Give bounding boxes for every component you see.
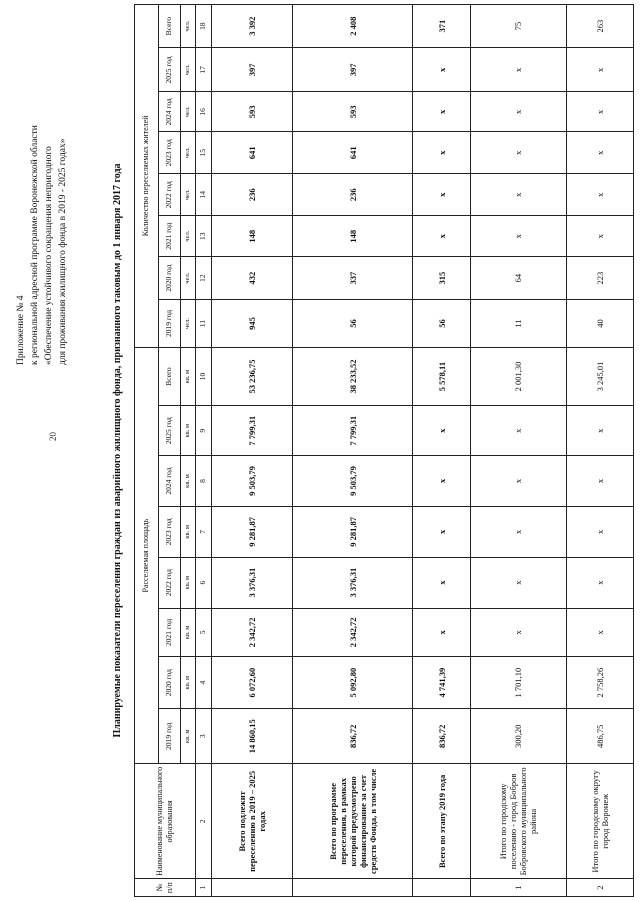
- year-header: Всего: [158, 347, 180, 406]
- area-value: 2 342,72: [211, 608, 293, 657]
- people-value: х: [470, 174, 566, 216]
- municipality-name: Итого по городскому поселению - город Бобров Бобровского муниципального района: [470, 764, 566, 879]
- column-number: 2: [196, 764, 212, 879]
- column-number: 1: [196, 879, 212, 897]
- table-row: [293, 5, 413, 897]
- people-value: 641: [293, 132, 413, 174]
- row-number: [211, 879, 293, 897]
- people-value: х: [413, 92, 471, 132]
- people-value: х: [566, 132, 633, 174]
- people-value: х: [566, 174, 633, 216]
- year-header: 2022 год: [158, 174, 180, 216]
- area-value: 836,72: [413, 709, 471, 764]
- area-value: 2 758,26: [566, 657, 633, 709]
- area-value: 6 072,60: [211, 657, 293, 709]
- unit-area: кв. м: [180, 608, 196, 657]
- column-number: 3: [196, 709, 212, 764]
- column-number: 13: [196, 216, 212, 257]
- people-value: 56: [293, 300, 413, 348]
- unit-people: чел.: [180, 132, 196, 174]
- year-header: 2019 год: [158, 300, 180, 348]
- people-value: х: [470, 92, 566, 132]
- area-value: 14 860,15: [211, 709, 293, 764]
- area-value: х: [566, 506, 633, 557]
- area-value: х: [470, 557, 566, 608]
- appendix-line: «Обеспечение устойчивого сокращения непригодного: [44, 146, 54, 365]
- people-value: 11: [470, 300, 566, 348]
- area-value: х: [413, 456, 471, 507]
- area-value: х: [413, 608, 471, 657]
- unit-area: кв. м: [180, 557, 196, 608]
- area-value: 38 233,52: [293, 347, 413, 406]
- header-row-groups: [135, 5, 159, 897]
- area-value: х: [413, 557, 471, 608]
- people-value: 593: [211, 92, 293, 132]
- area-value: 9 281,87: [211, 506, 293, 557]
- area-value: 3 376,31: [293, 557, 413, 608]
- unit-people: чел.: [180, 92, 196, 132]
- column-number: 11: [196, 300, 212, 348]
- area-value: х: [470, 608, 566, 657]
- row-number: 1: [470, 879, 566, 897]
- people-value: 223: [566, 257, 633, 300]
- area-value: 7 799,31: [293, 406, 413, 456]
- table-row: [470, 5, 566, 897]
- column-number: 18: [196, 5, 212, 48]
- people-value: х: [413, 48, 471, 92]
- area-value: 300,20: [470, 709, 566, 764]
- unit-area: кв. м: [180, 709, 196, 764]
- resettlement-table: [134, 4, 634, 897]
- table-row: [413, 5, 471, 897]
- unit-people: чел.: [180, 300, 196, 348]
- people-value: 2 408: [293, 5, 413, 48]
- people-value: х: [470, 48, 566, 92]
- municipality-name: Всего по этапу 2019 года: [413, 764, 471, 879]
- municipality-name: Всего подлежит переселению в 2019 – 2025 годах: [211, 764, 293, 879]
- area-value: 2 342,72: [293, 608, 413, 657]
- page-number: 20: [48, 432, 58, 441]
- people-value: х: [413, 174, 471, 216]
- area-value: 3 376,31: [211, 557, 293, 608]
- year-header: 2025 год: [158, 406, 180, 456]
- people-value: х: [470, 216, 566, 257]
- people-value: х: [413, 132, 471, 174]
- area-value: 5 092,80: [293, 657, 413, 709]
- people-value: 40: [566, 300, 633, 348]
- year-header: 2025 год: [158, 48, 180, 92]
- year-header: 2024 год: [158, 456, 180, 507]
- header-row-units: [180, 5, 196, 897]
- year-header: 2021 год: [158, 216, 180, 257]
- people-value: 371: [413, 5, 471, 48]
- header-people-group: Количество переселяемых жителей: [135, 5, 159, 348]
- people-value: х: [413, 216, 471, 257]
- column-number-row: [196, 5, 212, 897]
- people-value: 236: [211, 174, 293, 216]
- year-header: 2023 год: [158, 506, 180, 557]
- year-header: 2024 год: [158, 92, 180, 132]
- column-number: 17: [196, 48, 212, 92]
- people-value: х: [566, 216, 633, 257]
- appendix-line: Приложение № 4: [16, 295, 26, 365]
- unit-people: чел.: [180, 257, 196, 300]
- table-row: [211, 5, 293, 897]
- unit-area: кв. м: [180, 456, 196, 507]
- people-value: 641: [211, 132, 293, 174]
- area-value: х: [566, 406, 633, 456]
- area-value: 486,75: [566, 709, 633, 764]
- people-value: 3 392: [211, 5, 293, 48]
- appendix-header: [14, 15, 70, 365]
- area-value: 7 799,31: [211, 406, 293, 456]
- unit-people: чел.: [180, 48, 196, 92]
- unit-area: кв. м: [180, 406, 196, 456]
- people-value: 337: [293, 257, 413, 300]
- area-value: х: [470, 506, 566, 557]
- area-value: 1 701,10: [470, 657, 566, 709]
- people-value: 64: [470, 257, 566, 300]
- people-value: 432: [211, 257, 293, 300]
- municipality-name: Всего по программе переселения, в рамках которой предусмотрено финансирование за счет средств Фонда, в том числе: [293, 764, 413, 879]
- area-value: х: [566, 456, 633, 507]
- header-area-group: Расселяемая площадь: [135, 347, 159, 764]
- people-value: 236: [293, 174, 413, 216]
- people-value: х: [470, 132, 566, 174]
- column-number: 10: [196, 347, 212, 406]
- area-value: х: [566, 557, 633, 608]
- row-number: [293, 879, 413, 897]
- people-value: 315: [413, 257, 471, 300]
- people-value: 945: [211, 300, 293, 348]
- appendix-line: к региональной адресной программе Воронежской области: [30, 125, 40, 365]
- document-title: Планируемые показатели переселения граждан из аварийного жилищного фонда, признанного таковым до 1 января 2017 года: [112, 163, 123, 738]
- people-value: 148: [293, 216, 413, 257]
- area-value: 5 578,11: [413, 347, 471, 406]
- people-value: х: [566, 48, 633, 92]
- year-header: Всего: [158, 5, 180, 48]
- people-value: 75: [470, 5, 566, 48]
- people-value: 593: [293, 92, 413, 132]
- area-value: х: [470, 456, 566, 507]
- header-row-years: [158, 5, 180, 897]
- table-body: [211, 5, 633, 897]
- column-number: 15: [196, 132, 212, 174]
- row-number: [413, 879, 471, 897]
- area-value: 9 281,87: [293, 506, 413, 557]
- table-row: [566, 5, 633, 897]
- area-value: 836,72: [293, 709, 413, 764]
- area-value: х: [470, 406, 566, 456]
- year-header: 2023 год: [158, 132, 180, 174]
- column-number: 16: [196, 92, 212, 132]
- people-value: 263: [566, 5, 633, 48]
- unit-people: чел.: [180, 174, 196, 216]
- column-number: 8: [196, 456, 212, 507]
- people-value: 397: [293, 48, 413, 92]
- column-number: 4: [196, 657, 212, 709]
- column-number: 9: [196, 406, 212, 456]
- column-number: 7: [196, 506, 212, 557]
- appendix-line: для проживания жилищного фонда в 2019 - 2025 годах»: [58, 138, 68, 365]
- year-header: 2020 год: [158, 657, 180, 709]
- area-value: 2 001,30: [470, 347, 566, 406]
- area-value: 53 236,75: [211, 347, 293, 406]
- people-value: 148: [211, 216, 293, 257]
- area-value: 3 245,01: [566, 347, 633, 406]
- header-no: № п/п: [135, 879, 196, 897]
- unit-people: чел.: [180, 5, 196, 48]
- year-header: 2019 год: [158, 709, 180, 764]
- column-number: 12: [196, 257, 212, 300]
- column-number: 5: [196, 608, 212, 657]
- unit-area: кв. м: [180, 506, 196, 557]
- column-number: 6: [196, 557, 212, 608]
- area-value: 9 503,79: [211, 456, 293, 507]
- year-header: 2022 год: [158, 557, 180, 608]
- area-value: х: [413, 506, 471, 557]
- unit-people: чел.: [180, 216, 196, 257]
- people-value: 56: [413, 300, 471, 348]
- unit-area: кв. м: [180, 657, 196, 709]
- header-municipality: Наименование муниципального образования: [135, 764, 196, 879]
- row-number: 2: [566, 879, 633, 897]
- year-header: 2021 год: [158, 608, 180, 657]
- people-value: 397: [211, 48, 293, 92]
- column-number: 14: [196, 174, 212, 216]
- year-header: 2020 год: [158, 257, 180, 300]
- people-value: х: [566, 92, 633, 132]
- area-value: 9 503,79: [293, 456, 413, 507]
- unit-area: кв. м: [180, 347, 196, 406]
- area-value: х: [413, 406, 471, 456]
- area-value: х: [566, 608, 633, 657]
- municipality-name: Итого по городскому округу город Воронеж: [566, 764, 633, 879]
- area-value: 4 741,39: [413, 657, 471, 709]
